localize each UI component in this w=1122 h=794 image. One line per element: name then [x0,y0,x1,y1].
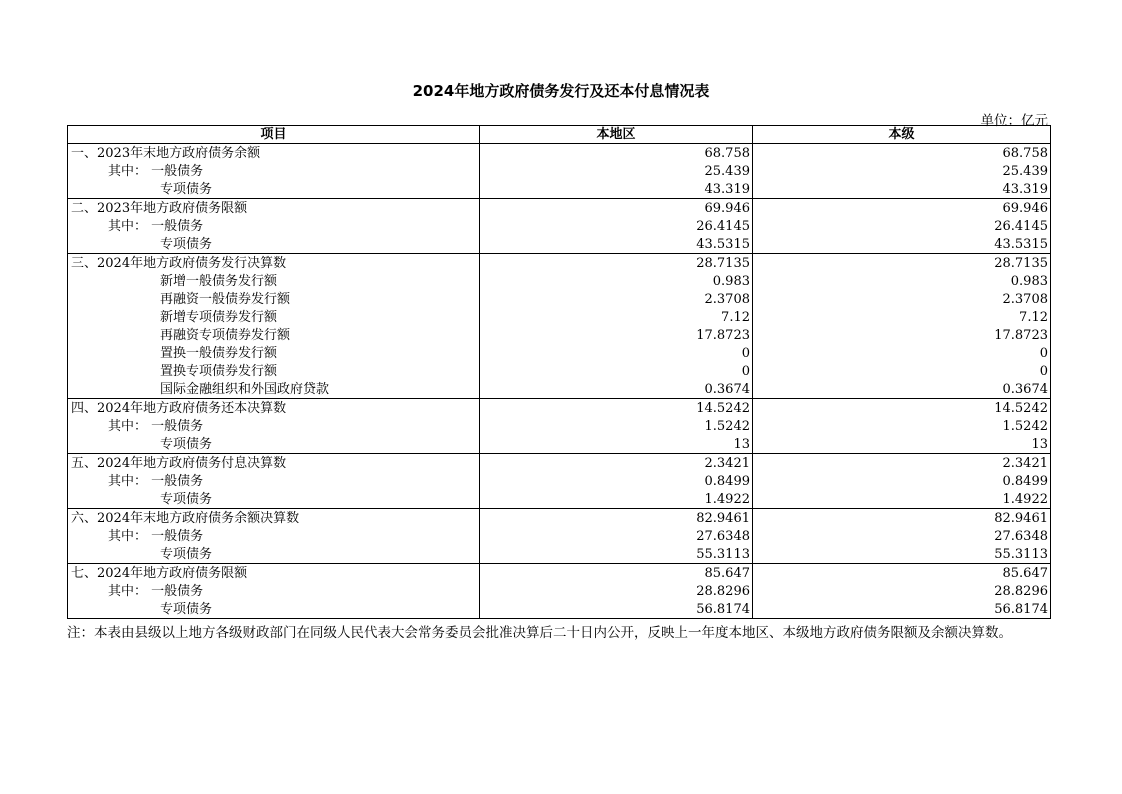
row-value-local: 0 [480,362,753,380]
table-row [68,308,1051,326]
row-label: 置换一般债券发行额 [68,344,480,362]
row-label: 六、2024年末地方政府债务余额决算数 [68,509,480,528]
row-value-self: 27.6348 [753,527,1051,545]
row-value-self: 13 [753,435,1051,454]
table-row [68,509,1051,528]
row-label: 专项债务 [68,435,480,454]
column-header-self: 本级 [753,126,1051,144]
table-row [68,362,1051,380]
row-label: 其中： 一般债务 [68,472,480,490]
row-value-self: 0 [753,362,1051,380]
row-value-local: 1.4922 [480,490,753,509]
row-value-self: 1.4922 [753,490,1051,509]
table-row [68,582,1051,600]
table-row [68,527,1051,545]
row-value-self: 2.3708 [753,290,1051,308]
row-value-local: 85.647 [480,564,753,583]
column-header-local: 本地区 [480,126,753,144]
table-row [68,217,1051,235]
row-value-local: 27.6348 [480,527,753,545]
row-value-local: 25.439 [480,162,753,180]
row-value-self: 28.8296 [753,582,1051,600]
row-value-self: 7.12 [753,308,1051,326]
table-row [68,564,1051,583]
row-label: 新增专项债券发行额 [68,308,480,326]
row-value-local: 13 [480,435,753,454]
table-row [68,254,1051,273]
row-value-self: 69.946 [753,199,1051,218]
row-value-local: 28.8296 [480,582,753,600]
row-value-self: 43.5315 [753,235,1051,254]
footnote: 注：本表由县级以上地方各级财政部门在同级人民代表大会常务委员会批准决算后二十日内公开，反映上一年度本地区、本级地方政府债务限额及余额决算数。 [67,625,1012,641]
row-value-self: 25.439 [753,162,1051,180]
row-value-self: 43.319 [753,180,1051,199]
row-label: 专项债务 [68,545,480,564]
row-label: 其中： 一般债务 [68,417,480,435]
row-label: 其中： 一般债务 [68,217,480,235]
table-row [68,435,1051,454]
row-label: 五、2024年地方政府债务付息决算数 [68,454,480,473]
row-value-local: 14.5242 [480,399,753,418]
row-label: 新增一般债务发行额 [68,272,480,290]
row-value-self: 0 [753,344,1051,362]
row-label: 其中： 一般债务 [68,162,480,180]
column-header-item: 项目 [68,126,480,144]
row-value-local: 28.7135 [480,254,753,273]
row-value-self: 68.758 [753,144,1051,163]
row-value-self: 0.983 [753,272,1051,290]
row-value-self: 14.5242 [753,399,1051,418]
table-row [68,380,1051,399]
row-value-local: 82.9461 [480,509,753,528]
row-label: 其中： 一般债务 [68,527,480,545]
row-value-local: 0.3674 [480,380,753,399]
row-label: 专项债务 [68,235,480,254]
row-value-self: 55.3113 [753,545,1051,564]
row-value-local: 43.5315 [480,235,753,254]
row-value-local: 69.946 [480,199,753,218]
row-label: 专项债务 [68,180,480,199]
row-value-local: 56.8174 [480,600,753,619]
row-value-local: 43.319 [480,180,753,199]
table-row [68,272,1051,290]
row-value-local: 1.5242 [480,417,753,435]
row-label: 其中： 一般债务 [68,582,480,600]
row-value-local: 2.3708 [480,290,753,308]
row-value-local: 0.8499 [480,472,753,490]
row-value-local: 7.12 [480,308,753,326]
row-label: 国际金融组织和外国政府贷款 [68,380,480,399]
table-row [68,399,1051,418]
table-row [68,344,1051,362]
row-label: 七、2024年地方政府债务限额 [68,564,480,583]
row-label: 再融资专项债券发行额 [68,326,480,344]
row-value-self: 28.7135 [753,254,1051,273]
debt-table [67,125,1051,619]
row-value-self: 2.3421 [753,454,1051,473]
row-value-self: 0.8499 [753,472,1051,490]
row-label: 二、2023年地方政府债务限额 [68,199,480,218]
table-row [68,417,1051,435]
table-row [68,290,1051,308]
row-value-local: 68.758 [480,144,753,163]
row-value-self: 17.8723 [753,326,1051,344]
row-value-local: 2.3421 [480,454,753,473]
row-value-self: 26.4145 [753,217,1051,235]
unit-label: 单位：亿元 [980,113,1048,129]
row-label: 置换专项债券发行额 [68,362,480,380]
row-label: 专项债务 [68,600,480,619]
table-row [68,472,1051,490]
table-row [68,199,1051,218]
row-label: 一、2023年末地方政府债务余额 [68,144,480,163]
row-value-self: 56.8174 [753,600,1051,619]
table-row [68,180,1051,199]
table-body [68,144,1051,619]
row-value-local: 55.3113 [480,545,753,564]
table-row [68,600,1051,619]
table-row [68,490,1051,509]
row-label: 专项债务 [68,490,480,509]
row-label: 四、2024年地方政府债务还本决算数 [68,399,480,418]
table-row [68,144,1051,163]
row-value-local: 0 [480,344,753,362]
table-row [68,545,1051,564]
row-value-self: 0.3674 [753,380,1051,399]
row-label: 三、2024年地方政府债务发行决算数 [68,254,480,273]
table-row [68,326,1051,344]
row-label: 再融资一般债券发行额 [68,290,480,308]
table-row [68,454,1051,473]
table-row [68,235,1051,254]
row-value-self: 82.9461 [753,509,1051,528]
row-value-local: 26.4145 [480,217,753,235]
row-value-local: 0.983 [480,272,753,290]
row-value-self: 85.647 [753,564,1051,583]
table-row [68,162,1051,180]
row-value-self: 1.5242 [753,417,1051,435]
table-header-row [68,126,1051,144]
row-value-local: 17.8723 [480,326,753,344]
page-title: 2024年地方政府债务发行及还本付息情况表 [412,82,710,100]
